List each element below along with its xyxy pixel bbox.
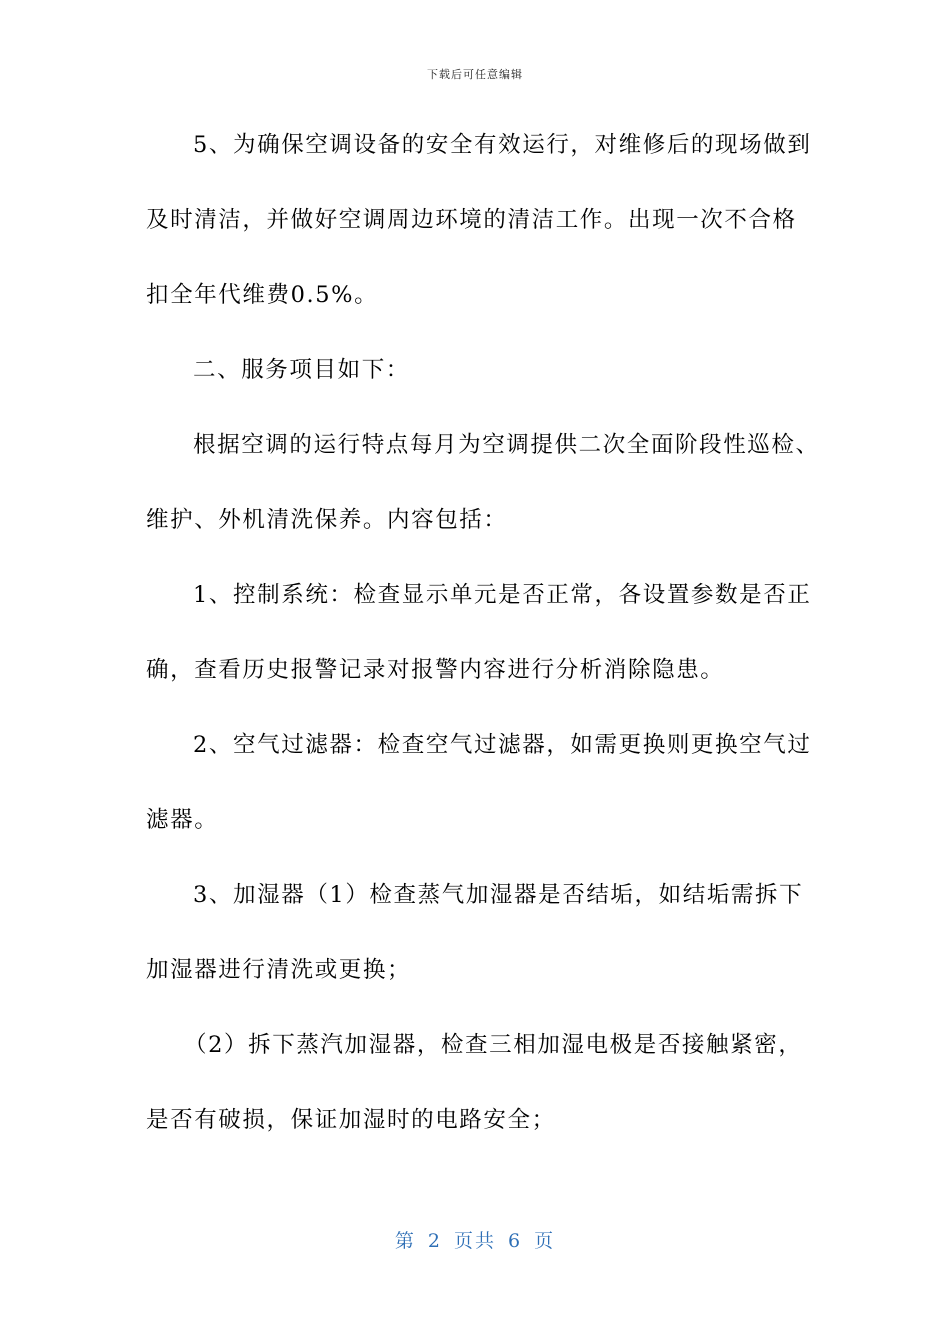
page-footer bbox=[0, 1226, 950, 1253]
footer-page-number: 2 bbox=[427, 1230, 442, 1252]
paragraph-line: 1、控制系统：检查显示单元是否正常，各设置参数是否正 bbox=[193, 582, 812, 608]
paragraph-line: 是否有破损，保证加湿时的电路安全； bbox=[146, 1107, 556, 1133]
paragraph-line: 3、加湿器（1）检查蒸气加湿器是否结垢，如结垢需拆下 bbox=[193, 882, 804, 908]
paragraph-line: 维护、外机清洗保养。内容包括： bbox=[146, 507, 508, 533]
paragraph-line: 滤器。 bbox=[146, 807, 219, 833]
footer-page-suffix: 页 bbox=[534, 1230, 556, 1252]
paragraph-line: （2）拆下蒸汽加湿器，检查三相加湿电极是否接触紧密， bbox=[184, 1032, 803, 1058]
paragraph-line: 2、空气过滤器：检查空气过滤器，如需更换则更换空气过 bbox=[193, 732, 812, 758]
paragraph-line: 扣全年代维费0.5%。 bbox=[146, 282, 379, 308]
page-header-note: 下载后可任意编辑 bbox=[427, 68, 523, 81]
footer-page-middle: 页共 bbox=[453, 1230, 496, 1252]
paragraph-line: 及时清洁，并做好空调周边环境的清洁工作。出现一次不合格 bbox=[146, 207, 797, 233]
paragraph-line: 5、为确保空调设备的安全有效运行，对维修后的现场做到 bbox=[193, 132, 812, 158]
section-heading: 二、服务项目如下： bbox=[193, 357, 410, 383]
paragraph-line: 根据空调的运行特点每月为空调提供二次全面阶段性巡检、 bbox=[193, 432, 820, 458]
footer-page-prefix: 第 bbox=[394, 1230, 416, 1252]
paragraph-line: 加湿器进行清洗或更换； bbox=[146, 957, 412, 983]
footer-total-pages: 6 bbox=[508, 1230, 523, 1252]
paragraph-line: 确，查看历史报警记录对报警内容进行分析消除隐患。 bbox=[146, 657, 725, 683]
